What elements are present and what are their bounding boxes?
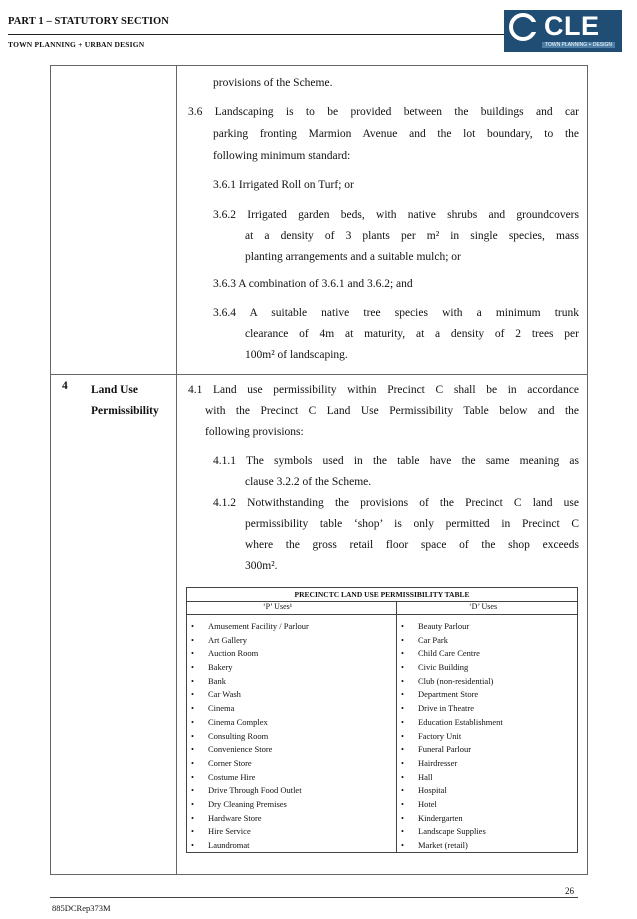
continued-text: provisions of the Scheme. <box>213 77 333 89</box>
land-use-item: • Market (retail) <box>397 839 503 853</box>
clause-4-1-line3: following provisions: <box>205 426 304 438</box>
land-use-item: • Hotel <box>397 798 503 812</box>
header-divider <box>8 34 506 35</box>
clause-3-6-1: 3.6.1 Irrigated Roll on Turf; or <box>213 179 354 191</box>
land-use-item: • Corner Store <box>187 757 309 771</box>
land-use-item: • Education Establishment <box>397 716 503 730</box>
clause-3-6-2-line2: at a density of 3 plants per m² in single species, mass <box>245 230 579 242</box>
document-subtitle: TOWN PLANNING + URBAN DESIGN <box>8 40 145 49</box>
land-use-item: • Department Store <box>397 688 503 702</box>
page-number: 26 <box>565 886 574 896</box>
land-use-item: • Convenience Store <box>187 743 309 757</box>
land-use-item: • Hairdresser <box>397 757 503 771</box>
provisions-row-divider <box>50 374 588 375</box>
clause-3-6-2-line3: planting arrangements and a suitable mulch; or <box>245 251 461 263</box>
clause-4-1-2-line4: 300m². <box>245 560 278 572</box>
land-use-item: • Hire Service <box>187 825 309 839</box>
land-use-item: • Landscape Supplies <box>397 825 503 839</box>
clause-3-6-4-line3: 100m² of landscaping. <box>245 349 348 361</box>
land-use-item: • Hardware Store <box>187 812 309 826</box>
clause-4-1-1-line2: clause 3.2.2 of the Scheme. <box>245 476 372 488</box>
d-uses-header: ‘D’ Uses <box>469 602 498 611</box>
land-use-item: • Laundromat <box>187 839 309 853</box>
land-use-item: • Cinema <box>187 702 309 716</box>
clause-3-6-2-line1: 3.6.2 Irrigated garden beds, with native shrubs and groundcovers <box>213 209 579 221</box>
section-title-line2: Permissibility <box>91 405 159 417</box>
land-use-item: • Drive Through Food Outlet <box>187 784 309 798</box>
document-section-title: PART 1 – STATUTORY SECTION <box>8 16 169 27</box>
land-use-item: • Hospital <box>397 784 503 798</box>
permissibility-table-title: PRECINCTC LAND USE PERMISSIBILITY TABLE <box>294 590 470 599</box>
land-use-item: • Art Gallery <box>187 634 309 648</box>
clause-4-1-line2: with the Precinct C Land Use Permissibility Table below and the <box>205 405 579 417</box>
document-reference: 885DCRep373M <box>52 903 111 913</box>
land-use-item: • Child Care Centre <box>397 647 503 661</box>
clause-4-1-2-line3: where the gross retail floor space of the shop exceeds <box>245 539 579 551</box>
d-uses-list <box>397 620 503 853</box>
land-use-item: • Car Wash <box>187 688 309 702</box>
provisions-column-divider <box>176 65 177 875</box>
section-title-line1: Land Use <box>91 384 138 396</box>
cle-logo <box>504 10 622 52</box>
land-use-item: • Club (non-residential) <box>397 675 503 689</box>
clause-4-1-2-line1: 4.1.2 Notwithstanding the provisions of the Precinct C land use <box>213 497 579 509</box>
land-use-item: • Funeral Parlour <box>397 743 503 757</box>
clause-3-6-line3: following minimum standard: <box>213 150 351 162</box>
footer-divider <box>50 897 578 898</box>
clause-4-1-line1: 4.1 Land use permissibility within Precinct C shall be in accordance <box>188 384 579 396</box>
land-use-item: • Bakery <box>187 661 309 675</box>
clause-4-1-1-line1: 4.1.1 The symbols used in the table have the same meaning as <box>213 455 579 467</box>
land-use-item: • Kindergarten <box>397 812 503 826</box>
permissibility-table <box>186 587 578 853</box>
logo-text: CLE <box>544 11 600 41</box>
section-number: 4 <box>62 380 68 392</box>
land-use-item: • Car Park <box>397 634 503 648</box>
land-use-item: • Consulting Room <box>187 730 309 744</box>
land-use-item: • Beauty Parlour <box>397 620 503 634</box>
clause-4-1-2-line2: permissibility table ‘shop’ is only permitted in Precinct C <box>245 518 579 530</box>
land-use-item: • Amusement Facility / Parlour <box>187 620 309 634</box>
land-use-item: • Bank <box>187 675 309 689</box>
clause-3-6-4-line2: clearance of 4m at maturity, at a density of 2 trees per <box>245 328 579 340</box>
section-title <box>91 380 159 422</box>
land-use-item: • Factory Unit <box>397 730 503 744</box>
p-uses-list <box>187 620 309 853</box>
p-uses-header: ‘P’ Uses¹ <box>263 602 293 611</box>
land-use-item: • Cinema Complex <box>187 716 309 730</box>
clause-3-6-4-line1: 3.6.4 A suitable native tree species with a minimum trunk <box>213 307 579 319</box>
land-use-item: • Costume Hire <box>187 771 309 785</box>
land-use-item: • Auction Room <box>187 647 309 661</box>
land-use-item: • Civic Building <box>397 661 503 675</box>
clause-3-6-3: 3.6.3 A combination of 3.6.1 and 3.6.2; and <box>213 278 413 290</box>
land-use-item: • Dry Cleaning Premises <box>187 798 309 812</box>
clause-3-6-line2: parking fronting Marmion Avenue and the lot boundary, to the <box>213 128 579 140</box>
land-use-item: • Drive in Theatre <box>397 702 503 716</box>
land-use-item: • Hall <box>397 771 503 785</box>
logo-tagline: TOWN PLANNING + DESIGN <box>542 42 615 48</box>
clause-3-6-line1: 3.6 Landscaping is to be provided between the buildings and car <box>188 106 579 118</box>
